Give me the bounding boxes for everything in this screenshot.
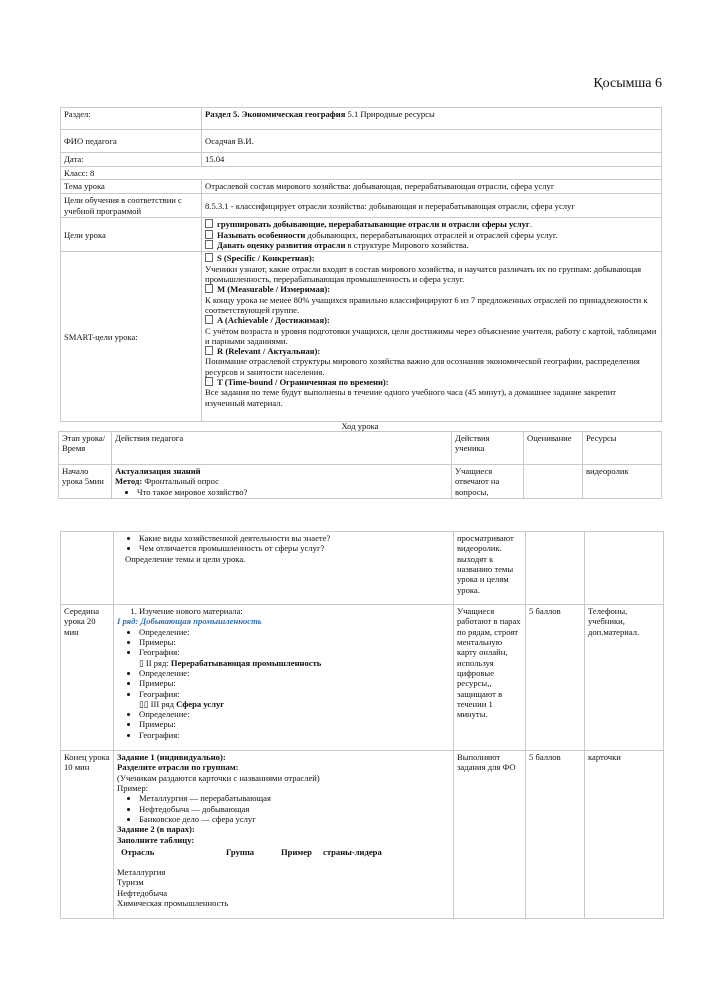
end-assess: 5 баллов [526, 751, 585, 919]
date-value: 15.04 [202, 153, 662, 167]
teacher-value: Осадчая В.И. [202, 130, 662, 153]
start-student: Учащиеся отвечают на вопросы, [452, 465, 524, 499]
end-teacher: Задание 1 (индивидуально): Разделите отрасли по группам: (Ученикам раздаются карточки с названиями отраслей) Пример: • Металлургия — перерабатывающая • Нефтедобыча — добывающая • Банковское дело — сфера услуг Задание 2 (в парах): Заполните таблицу: Отрасль Группа Пример страны-лидера Металлургия Туризм Нефтедобыча Химическая промышленность [114, 751, 454, 919]
header-resources: Ресурсы [583, 432, 662, 465]
goals-label: Цели урока [61, 218, 202, 252]
checkbox-icon [205, 346, 213, 355]
start-resources-cont [585, 532, 664, 605]
lesson-flow-table-continued [60, 531, 664, 919]
teacher-label: ФИО педагога [61, 130, 202, 153]
header-student: Действия ученика [452, 432, 524, 465]
checkbox-icon [205, 253, 213, 262]
smart-goals: S (Specific / Конкретная): Ученики узнают, какие отрасли входят в состав мирового хозяйства, и научатся различать их по группам: добывающая промышленность, перерабатывающая промышленность и сфера услуг. M (Measurable / Измеримая): К концу урока не менее 80% учащихся правильно классифицируют 6 из 7 предложенных отраслей по принадлежности к соответствующей группе. A (Achievable / Достижимая): С учётом возраста и уровня подготовки учащихся, цели достижимы через объяснение учителя, работу с картой, таблицами и парными заданиями. R (Relevant / Актуальная): Понимание отраслевой структуры мирового хозяйства важно для осознания экономической географии, распределения ресурсов и занятости населения. T (Time-bound / Ограниченная по времени): Все задания по теме будут выполнены в течение одного учебного часа (45 минут), а домашнее задание закрепит изученный материал. [202, 252, 662, 422]
topic-label: Тема урока [61, 180, 202, 194]
middle-assess: 5 баллов [526, 605, 585, 751]
checkbox-icon [205, 377, 213, 386]
middle-resources: Телефоны, учебники, доп.материал. [585, 605, 664, 751]
lesson-info-table [60, 107, 662, 422]
lesson-flow-title: Ход урока [341, 421, 379, 431]
objectives-label: Цели обучения в соответствии с учебной программой [61, 194, 202, 218]
start-assess-cont [526, 532, 585, 605]
start-teacher-cont: • Какие виды хозяйственной деятельности вы знаете? • Чем отличается промышленность от сферы услуг? Определение темы и цели урока. [114, 532, 454, 605]
checkbox-icon [205, 240, 213, 249]
section-value: Раздел 5. Экономическая география 5.1 Природные ресурсы [202, 108, 662, 130]
start-stage-cont [61, 532, 114, 605]
smart-label: SMART-цели урока: [61, 252, 202, 422]
class-label: Класс: 8 [61, 167, 662, 180]
fill-table-header: Отрасль Группа Пример страны-лидера [121, 846, 382, 857]
checkbox-icon [205, 315, 213, 324]
date-label: Дата: [61, 153, 202, 167]
header-assess: Оценивание [524, 432, 583, 465]
start-resources: видеоролик [583, 465, 662, 499]
goal-item: Давать оценку развития отрасли в структуре Мирового хозяйства. [205, 240, 658, 250]
end-stage: Конец урока 10 мин [61, 751, 114, 919]
attachment-label: Қосымша 6 [593, 76, 662, 91]
lesson-flow-table [58, 431, 662, 499]
objectives-value: 8.5.3.1 - классифицирует отрасли хозяйства: добывающая и перерабатывающая отрасли, сфера услуг [202, 194, 662, 218]
topic-value: Отраслевой состав мирового хозяйства: добывающая, перерабатывающая отрасли, сфера услуг [202, 180, 662, 194]
start-teacher: Актуализация знаний Метод: Фронтальный опрос • Что такое мировое хозяйство? [112, 465, 452, 499]
goals-list [202, 218, 662, 252]
goal-item: группировать добывающие, перерабатывающие отрасли и отрасли сферы услуг. [205, 219, 658, 229]
checkbox-icon [205, 219, 213, 228]
question-item: • Чем отличается промышленность от сферы услуг? [139, 543, 450, 553]
checkbox-icon [205, 284, 213, 293]
middle-stage: Середина урока 20 мин [61, 605, 114, 751]
header-teacher: Действия педагога [112, 432, 452, 465]
section-label: Раздел: [61, 108, 202, 130]
question-item: • Что такое мировое хозяйство? [137, 487, 448, 497]
end-student: Выполняют задания для ФО [454, 751, 526, 919]
start-student-cont: просматривают видеоролик. выходят к названию темы урока и целям урока. [454, 532, 526, 605]
goal-item: Называть особенности добывающих, перерабатывающих отраслей и отраслей сферы услуг. [205, 230, 658, 240]
start-stage: Начало урока 5мин [59, 465, 112, 499]
start-assess [524, 465, 583, 499]
end-resources: карточки [585, 751, 664, 919]
middle-teacher: 1. Изучение нового материала: I ряд: Добывающая промышленность • Определение: • Примеры: • География: ▯ II ряд: Перерабатывающая промышленность • Определение: • Примеры: • География: ▯▯ III ряд Сфера услуг • Определение: • Примеры: • География: [114, 605, 454, 751]
question-item: • Какие виды хозяйственной деятельности вы знаете? [139, 533, 450, 543]
checkbox-icon [205, 230, 213, 239]
header-stage: Этап урока/ Время [59, 432, 112, 465]
middle-student: Учащиеся работают в парах по рядам, строят ментальную карту онлайн, используя цифровые ресурсы,, защищают в течении 1 минуты. [454, 605, 526, 751]
